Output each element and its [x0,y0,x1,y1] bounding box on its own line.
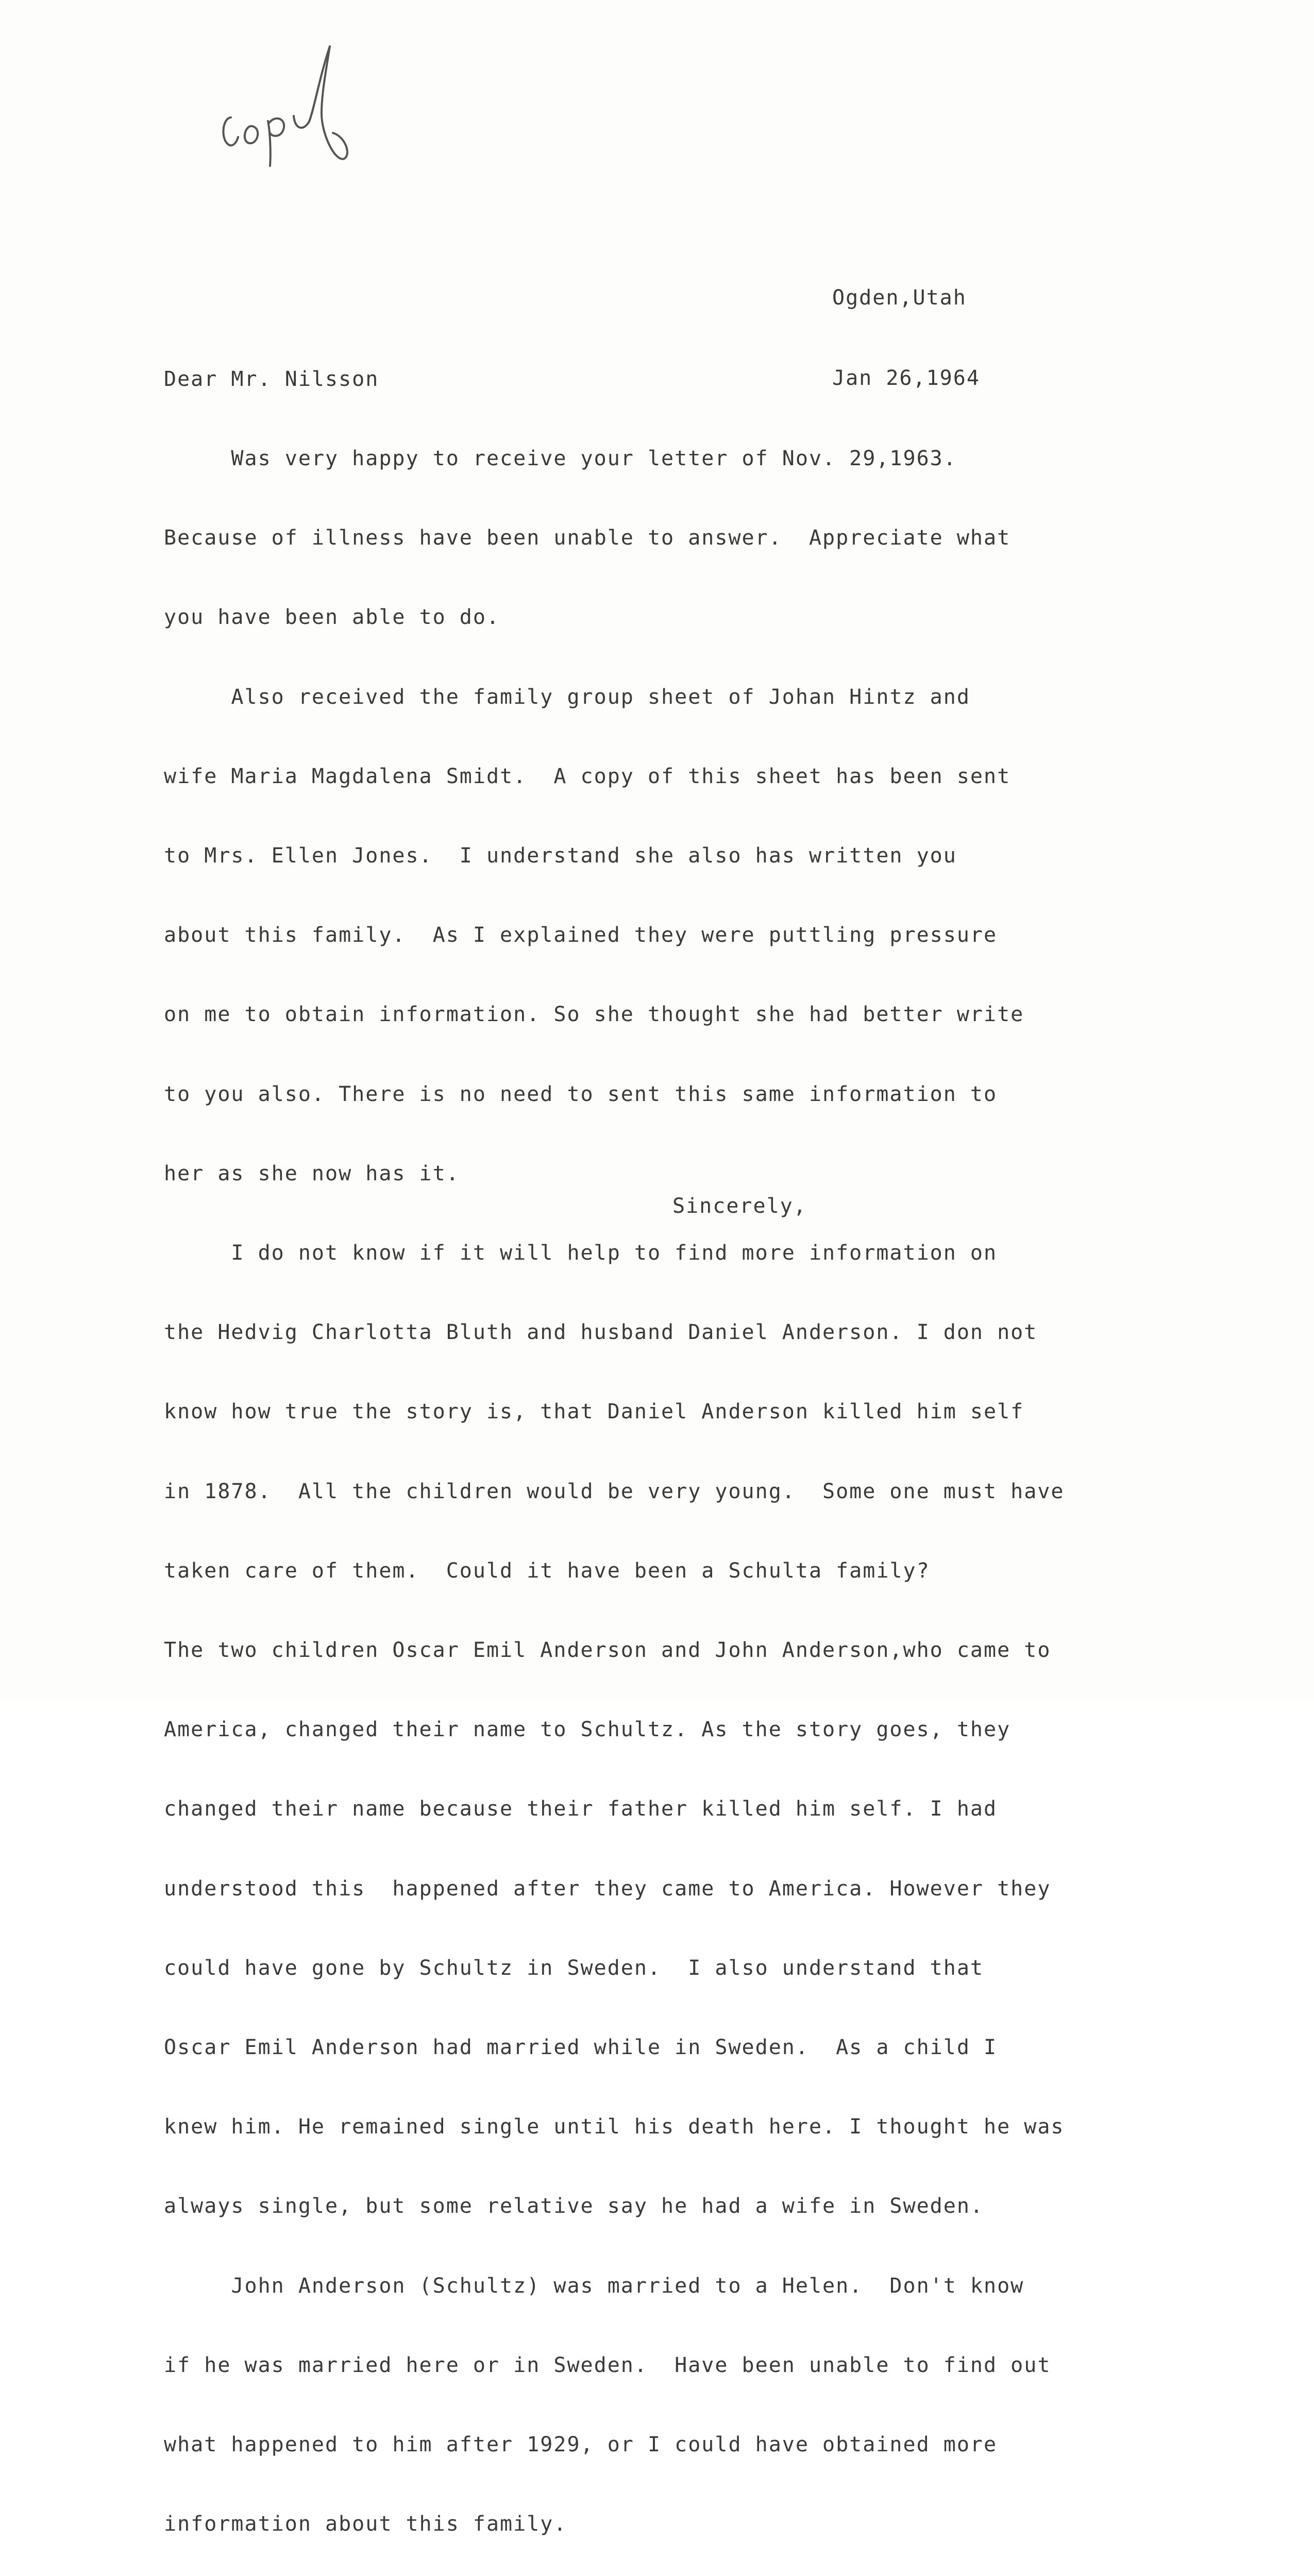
letter-line: the Hedvig Charlotta Bluth and husband Daniel Anderson. I don not [164,1320,1038,1345]
letter-line: on me to obtain information. So she thought she had better write [164,1003,1024,1027]
letter-line: knew him. He remained single until his death here. I thought he was [164,2115,1065,2139]
letter-line: know how true the story is, that Daniel Anderson killed him self [164,1400,1024,1424]
letter-line: Oscar Emil Anderson had married while in Sweden. As a child I [164,2036,998,2060]
letter-line: Dear Mr. Nilsson [164,367,379,391]
letter-line: The two children Oscar Emil Anderson and John Anderson,who came to [164,1638,1051,1663]
letter-line: her as she now has it. [164,1161,460,1185]
letter-line: could have gone by Schultz in Sweden. I also understand that [164,1956,984,1980]
letter-line: what happened to him after 1929, or I could have obtained more [164,2433,998,2457]
letter-line: if he was married here or in Sweden. Have been unable to find out [164,2353,1051,2377]
letter-line: about this family. As I explained they were puttling pressure [164,923,998,947]
letter-line: to Mrs. Ellen Jones. I understand she also has written you [164,844,957,868]
letter-line: to you also. There is no need to sent this same information to [164,1082,998,1106]
dateline-place: Ogden,Utah [832,286,967,310]
letter-line: in 1878. All the children would be very young. Some one must have [164,1479,1065,1503]
dateline-date: Jan 26,1964 [832,366,980,390]
letter-line: changed their name because their father killed him self. I had [164,1797,998,1821]
letter-line: John Anderson (Schultz) was married to a Helen. Don't know [164,2274,1024,2298]
handwritten-copy-annotation [216,31,386,170]
letter-line: information about this family. [164,2512,567,2536]
letter-closing: Sincerely, [672,1194,807,1218]
letter-line: I do not know if it will help to find more information on [164,1241,998,1265]
letter-line: always single, but some relative say he had a wife in Sweden. [164,2194,984,2218]
letter-line: America, changed their name to Schultz. As the story goes, they [164,1718,1011,1742]
letter-line: you have been able to do. [164,605,500,630]
letter-line: taken care of them. Could it have been a Schulta family? [164,1558,930,1583]
letter-line: wife Maria Magdalena Smidt. A copy of this sheet has been sent [164,764,1011,788]
letter-line: understood this happened after they came to America. However they [164,1876,1051,1901]
letter-line: Because of illness have been unable to answer. Appreciate what [164,526,1011,550]
handwritten-copy-mark [216,31,386,170]
letter-line: Also received the family group sheet of Johan Hintz and [164,685,970,709]
letter-body [164,313,1078,2576]
letter-line: Was very happy to receive your letter of Nov. 29,1963. [164,447,957,471]
